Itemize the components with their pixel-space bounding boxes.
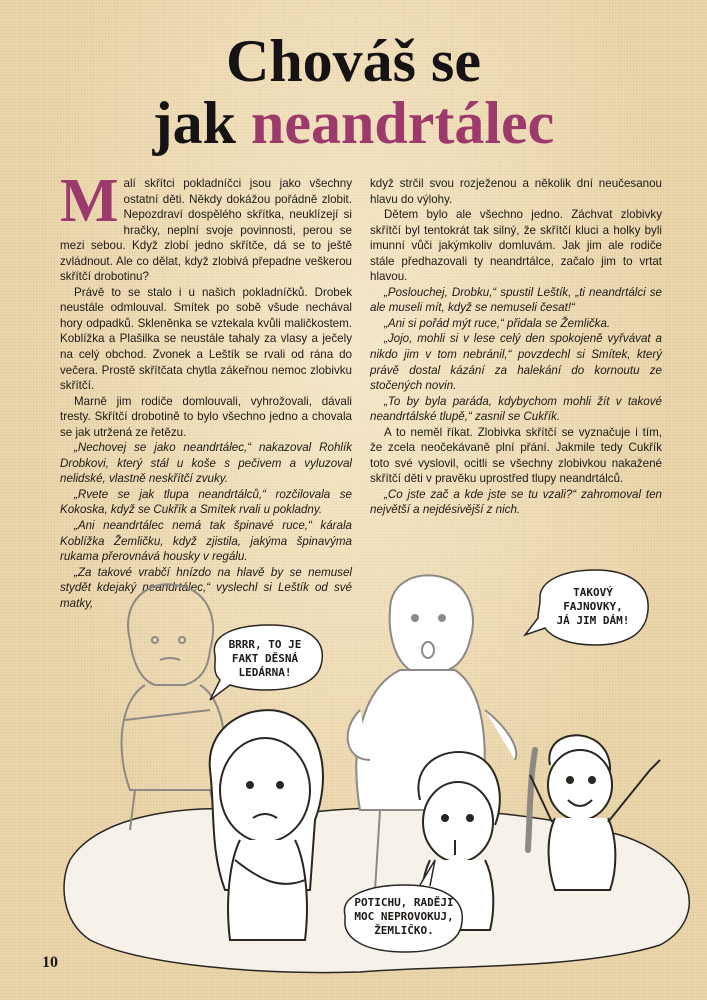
bubble-text: TAKOVÝ bbox=[573, 586, 613, 599]
bubble-text: LEDÁRNA! bbox=[238, 666, 292, 679]
bubble-text: FAJNOVKY, bbox=[563, 600, 623, 613]
paragraph: „Jojo, mohli si v lese celý den spokojeně vyřvávat a nikdo jim v tom nebránil,“ povzdechl si Smítek, který právě dostal kázání za halekání do kornoutu ze stočených novin. bbox=[370, 332, 662, 393]
paragraph: když strčil svou rozježenou a několik dní neučesanou hlavu do výlohy. bbox=[370, 177, 662, 206]
paragraph: A to neměl říkat. Zlobivka skřítčí se vyznačuje i tím, že zcela neočekávaně plní přání. Jakmile tedy Cukřík toto své vyslovil, ocitli se všechny zlobivkou nakažené skřítčí děti v pravěku uprostřed tlupy neandrtálců. bbox=[370, 425, 662, 486]
speech-bubble-girl bbox=[210, 625, 322, 700]
title-plain: jak bbox=[152, 90, 252, 156]
page-number: 10 bbox=[42, 954, 58, 971]
paragraph: „Co jste zač a kde jste se tu vzali?“ zahromoval ten největší a nejdésivější z nich. bbox=[370, 487, 662, 517]
bubble-text: ŽEMLIČKO. bbox=[374, 924, 434, 937]
paragraph: „Nechovej se jako neandrtálec,“ nakazoval Rohlík Drobkovi, který stál u koše s pečivem a vyluzoval nelidské, vlastně neskřítčí zvuky. bbox=[60, 441, 352, 486]
paragraph: „Rvete se jak tlupa neandrtálců,“ rozčilovala se Kokoska, když se Cukřík a Smítek rvali u pokladny. bbox=[60, 487, 352, 517]
illustration bbox=[60, 560, 707, 980]
drop-cap: M bbox=[60, 167, 119, 235]
bubble-text: POTICHU, RADĚJI bbox=[354, 896, 454, 909]
left-column bbox=[60, 167, 352, 611]
paragraph bbox=[60, 167, 352, 285]
paragraph: Dětem bylo ale všechno jedno. Záchvat zlobivky skřítčí byl tentokrát tak silný, že skřítčí kluci a holky byli imunní vůči jakýmkoliv domluvám. Jak jim ale rodiče stále předhazovali ty neandrtálce, začalo jim to vrtat hlavou. bbox=[370, 208, 662, 284]
paragraph: Právě to se stalo i u našich pokladníčků. Drobek neustále odmlouval. Smítek po sobě všude nechával hory odpadků. Skleněnka se vztekala kvůli maličkostem. Koblížka a Plašilka se neustále tahaly za vlasy a ječely na celý obchod. Zvonek a Leštík se rvali od rána do večera. Prostě skřítčata chytla zákeřnou nemoc zlobivku skřítčí. bbox=[60, 285, 352, 393]
bubble-text: FAKT DĚSNÁ bbox=[231, 652, 299, 665]
speech-bubble-man bbox=[525, 570, 648, 645]
paragraph: „Ani neandrtálec nemá tak špinavé ruce,“ kárala Koblížka Žemličku, když zjistila, jakýma špinavýma rukama přerovnává housky v regálu. bbox=[60, 519, 352, 564]
bubble-text: JÁ JIM DÁM! bbox=[556, 614, 630, 627]
paragraph-text: alí skřítci pokladníčci jsou jako všechny ostatní děti. Někdy dokážou pořádně zlobit. Nepozdraví dospělého skřítka, neuklízejí si hračky, neplní svoje povinnosti, perou se mezi sebou. Když zlobí jedno skřítče, dá se to ještě zvládnout. Ale co dělat, když zlobivá přepadne veškerou skřítčí drobotinu? bbox=[60, 177, 352, 284]
bubble-text: BRRR, TO JE bbox=[228, 638, 302, 651]
paragraph: Marně jim rodiče domlouvali, vyhrožovali, dávali tresty. Skřítčí drobotině to bylo všechno jedno a chovala se jak utržená ze řetězu. bbox=[60, 394, 352, 439]
neanderthal-woman bbox=[122, 584, 225, 830]
paragraph: „Ani si pořád mýt ruce,“ přidala se Žemlička. bbox=[384, 316, 611, 330]
bubble-text: MOC NEPROVOKUJ, bbox=[354, 910, 454, 923]
page-title-line2 bbox=[0, 92, 707, 154]
paragraph: „To by byla paráda, kdybychom mohli žít v takové neandrtálské tlupě,“ zasnil se Cukřík. bbox=[370, 394, 662, 424]
page-title-line1: Chováš se bbox=[225, 28, 482, 94]
right-column bbox=[370, 176, 662, 518]
title-accent: neandrtálec bbox=[251, 90, 555, 156]
paragraph: „Za takové vrabčí hnízdo na hlavě by se nemusel stydět kdejaký neandrtálec,“ vyslechl si Leštík od své matky, bbox=[60, 565, 352, 610]
paragraph: „Poslouchej, Drobku,“ spustil Leštík, „ti neandrtálci se ale museli mít, když se nemuseli česat!“ bbox=[370, 285, 662, 315]
